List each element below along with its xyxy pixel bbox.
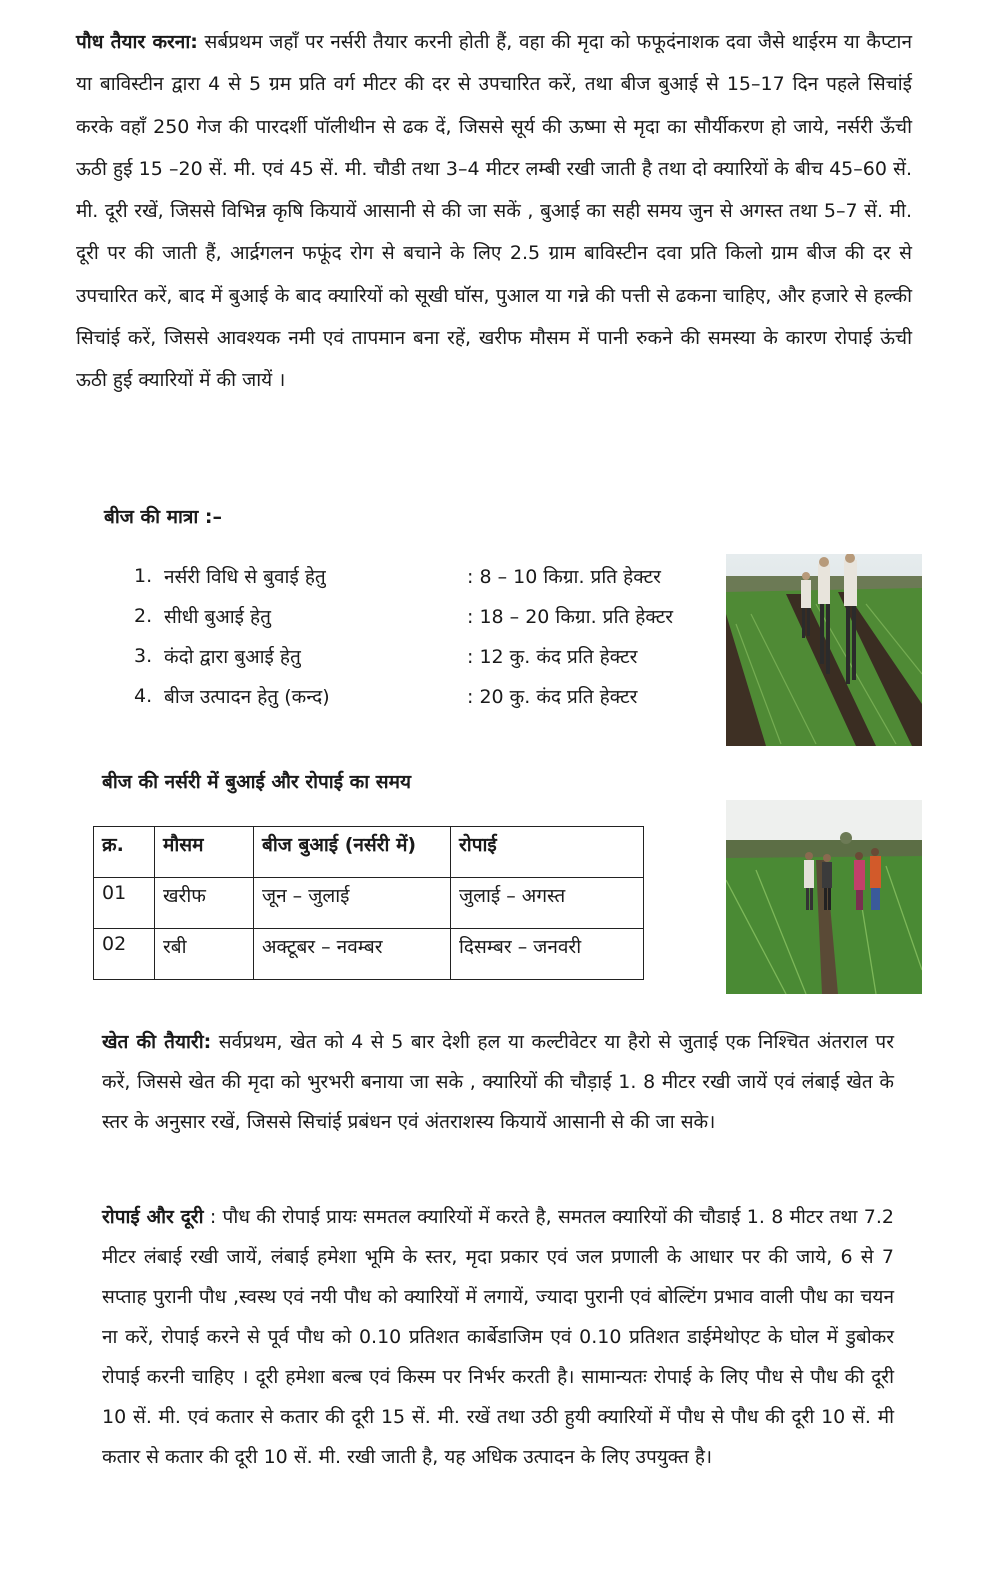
onion-crop-field-photo [726,800,922,994]
transplanting-spacing-text: : पौध की रोपाई प्रायः समतल क्यारियों में करते है, समतल क्यारियों की चौडाई 1. 8 मीटर तथा 7.2 मीटर लंबाई रखी जायें, लंबाई हमेशा भूमि के स्तर, मृदा प्रकार एवं जल प्रणाली के आधार पर की जाये, 6 से 7 सप्ताह पुरानी पौध ,स्वस्थ एवं नयी पौध को क्यारियों में लगायें, ज्यादा पुरानी एवं बोल्टिंग प्रभाव वाली पौध का चयन ना करें, रोपाई करने से पूर्व पौध को 0.10 प्रतिशत कार्बेडाजिम एवं 0.10 प्रतिशत डाईमेथोएट के घोल में डुबोकर रोपाई करनी चाहिए । दूरी हमेशा बल्ब एवं किस्म पर निर्भर करती है। सामान्यतः रोपाई के लिए पौध से पौध की दूरी 10 सें. मी. एवं कतार से कतार की दूरी 15 सें. मी. रखें तथा उठी हुयी क्यारियों में पौध से पौध की दूरी 10 सें. मी कतार से कतार की दूरी 10 सें. मी. रखी जाती है, यह अधिक उत्पादन के लिए उपयुक्त है। [102,1206,895,1468]
list-item-number: 2. [134,605,153,627]
list-item [134,596,714,636]
table-header-cell: रोपाई [451,827,644,878]
list-item-label: सीधी बुआई हेतु [164,606,271,628]
sowing-schedule-table [93,826,644,980]
field-preparation-heading: खेत की तैयारी: [102,1031,212,1053]
table-row [94,929,644,980]
table-cell: जुलाई – अगस्त [451,878,644,929]
list-item-number: 3. [134,645,153,667]
table-cell: 02 [94,929,155,980]
table-cell: दिसम्बर – जनवरी [451,929,644,980]
list-item [134,556,714,596]
table-cell: रबी [155,929,254,980]
nursery-preparation-paragraph [76,21,912,402]
list-item-label: नर्सरी विधि से बुवाई हेतु [164,566,326,588]
list-item-label: बीज उत्पादन हेतु (कन्द) [164,686,330,708]
table-row [94,878,644,929]
table-cell: अक्टूबर – नवम्बर [254,929,451,980]
list-item [134,636,714,676]
list-item-label: कंदो द्वारा बुआई हेतु [164,646,301,668]
onion-nursery-field-photo [726,554,922,746]
nursery-preparation-heading: पौध तैयार करना: [76,31,198,53]
list-item-number: 1. [134,565,153,587]
table-cell: खरीफ [155,878,254,929]
seed-quantity-list [134,556,714,716]
nursery-preparation-text: सर्बप्रथम जहाँ पर नर्सरी तैयार करनी होती हैं, वहा की मृदा को फफूदंनाशक दवा जैसे थाईरम या कैप्टान या बाविस्टीन द्वारा 4 से 5 ग्रम प्रति वर्ग मीटर की दर से उपचारित करें, तथा बीज बुआई से 15–17 दिन पहले सिचांई करके वहाँ 250 गेज की पारदर्शी पॉलीथीन से ढक दें, जिससे सूर्य की ऊष्मा से मृदा का सौर्यीकरण हो जाये, नर्सरी ऊँची ऊठी हुई 15 –20 सें. मी. एवं 45 सें. मी. चौडी तथा 3–4 मीटर लम्बी रखी जाती है तथा दो क्यारियों के बीच 45–60 सें. मी. दूरी रखें, जिससे विभिन्न कृषि कियायें आसानी से की जा सकें , बुआई का सही समय जुन से अगस्त तथा 5–7 सें. मी. दूरी पर की जाती हैं, आर्द्रगलन फफूंद रोग से बचाने के लिए 2.5 ग्राम बाविस्टीन दवा प्रति किलो ग्राम बीज की दर से उपचारित करें, बाद में बुआई के बाद क्यारियों को सूखी घॉस, पुआल या गन्ने की पत्ती से ढकना चाहिए, और हजारे से हल्की सिचांई करें, जिससे आवश्यक नमी एवं तापमान बना रहें, खरीफ मौसम में पानी रुकने की समस्या के कारण रोपाई ऊंची ऊठी हुई क्यारियों में की जायें । [76,31,912,392]
table-cell: जून – जुलाई [254,878,451,929]
seed-quantity-heading: बीज की मात्रा :– [104,506,223,528]
field-preparation-text: सर्वप्रथम, खेत को 4 से 5 बार देशी हल या कल्टीवेटर या हैरो से जुताई एक निश्चित अंतराल पर करें, जिससे खेत की मृदा को भुरभरी बनाया जा सके , क्यारियों की चौड़ाई 1. 8 मीटर रखी जायें एवं लंबाई खेत के स्तर के अनुसार रखें, जिससे सिचांई प्रबंधन एवं अंतराशस्य कियायें आसानी से की जा सके। [102,1031,894,1133]
list-item-value: : 18 – 20 किग्रा. प्रति हेक्टर [467,606,674,628]
table-header-cell: बीज बुआई (नर्सरी में) [254,827,451,878]
list-item-value: : 12 कु. कंद प्रति हेक्टर [467,646,638,668]
list-item-number: 4. [134,685,153,707]
table-header-cell: मौसम [155,827,254,878]
list-item [134,676,714,716]
list-item-value: : 20 कु. कंद प्रति हेक्टर [467,686,638,708]
table-cell: 01 [94,878,155,929]
field-preparation-paragraph [102,1022,894,1142]
sowing-schedule-heading: बीज की नर्सरी में बुआई और रोपाई का समय [102,771,412,793]
list-item-value: : 8 – 10 किग्रा. प्रति हेक्टर [467,566,661,588]
transplanting-spacing-paragraph [102,1197,894,1477]
transplanting-spacing-heading: रोपाई और दूरी [102,1206,204,1228]
table-header-cell: क्र. [94,827,155,878]
table-header-row [94,827,644,878]
